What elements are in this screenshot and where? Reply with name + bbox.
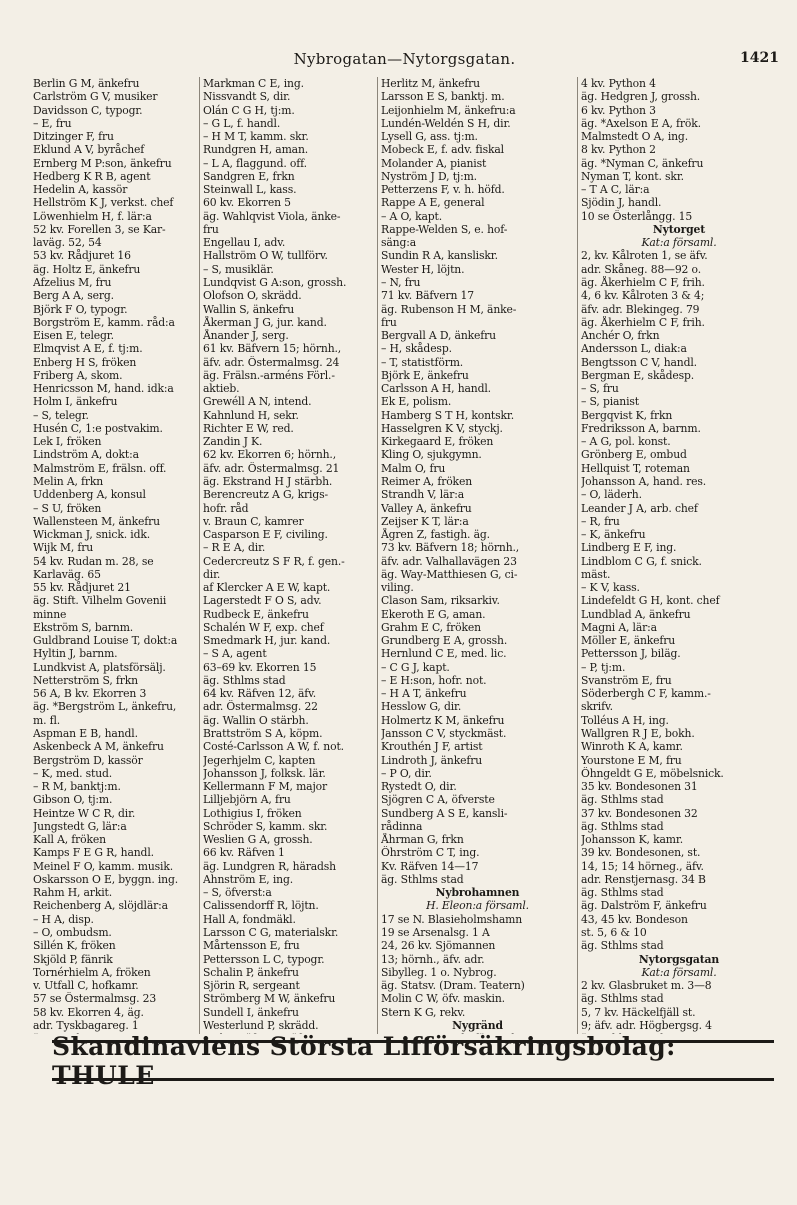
directory-entry: Aspman E B, handl.: [33, 727, 138, 741]
directory-entry: Yourstone E M, fru: [581, 753, 682, 767]
directory-entry: Ånander J, serg.: [203, 329, 289, 343]
directory-entry: Weslien G A, grossh.: [203, 833, 313, 847]
directory-entry: Andersson L, diak:a: [581, 342, 687, 356]
directory-entry: Ernberg M P:son, änkefru: [33, 156, 172, 170]
directory-entry: 71 kv. Bäfvern 17: [381, 289, 474, 303]
directory-entry: – A O, kapt.: [381, 209, 443, 223]
directory-entry: – H A T, änkefru: [381, 687, 467, 701]
directory-entry: Friberg A, skom.: [33, 368, 123, 382]
directory-entry: 14, 15; 14 hörneg., äfv.: [581, 859, 704, 873]
directory-entry: Sundberg A S E, kansli-: [381, 806, 508, 820]
directory-entry: – G L, f. handl.: [203, 116, 281, 130]
directory-entry: Berlin G M, änkefru: [33, 77, 140, 90]
directory-entry: m. fl.: [33, 713, 61, 727]
directory-entry: – S, pianist: [581, 395, 639, 409]
directory-entry: – E H:son, hofr. not.: [381, 673, 487, 687]
directory-entry: 58 kv. Ekorren 4, äg.: [33, 1005, 144, 1019]
directory-entry: 62 kv. Ekorren 6; hörnh.,: [203, 448, 336, 462]
directory-entry: Malmstedt O A, ing.: [581, 130, 688, 144]
directory-entry: äfv. adr. Östermalmsg. 24: [203, 355, 340, 369]
directory-entry: Sibylleg. 1 o. Nybrog.: [381, 965, 497, 979]
directory-entry: Kahnlund H, sekr.: [203, 408, 299, 422]
directory-entry: Björk F O, typogr.: [33, 302, 128, 316]
directory-entry: Tolléus A H, ing.: [581, 713, 669, 727]
directory-entry: Grönberg E, ombud: [581, 448, 687, 462]
directory-entry: Casparson E F, civiling.: [203, 528, 328, 542]
directory-entry: Hesslow G, dir.: [381, 700, 462, 714]
directory-entry: 63–69 kv. Ekorren 15: [203, 660, 317, 674]
directory-entry: Wijk M, fru: [33, 541, 94, 555]
directory-entry: Öhrström C T, ing.: [381, 846, 480, 860]
directory-entry: Fredriksson A, barnm.: [581, 421, 701, 435]
directory-entry: 8 kv. Python 2: [581, 143, 656, 157]
directory-entry: äg. *Nyman C, änkefru: [581, 156, 704, 170]
directory-entry: Smedmark H, jur. kand.: [203, 634, 331, 648]
directory-entry: äg. Sthlms stad: [581, 819, 664, 833]
directory-entry: Guldbrand Louise T, dokt:a: [33, 634, 178, 648]
directory-entry: äg. Sthlms stad: [581, 886, 664, 900]
directory-entry: Wickman J, snick. idk.: [33, 528, 151, 542]
directory-column-1: [30, 77, 200, 1034]
directory-entry: Davidsson C, typogr.: [33, 103, 143, 117]
directory-entry: äg. Frälsn.-arméns Förl.-: [203, 368, 335, 382]
directory-entry: – K, med. stud.: [33, 766, 113, 780]
directory-entry: Melin A, frkn: [33, 474, 104, 488]
directory-entry: 52 kv. Forellen 3, se Kar-: [33, 222, 166, 236]
directory-entry: Bergman E, skådesp.: [581, 368, 695, 382]
advertisement-banner: [52, 1031, 774, 1090]
directory-entry: Rystedt O, dir.: [381, 780, 457, 794]
directory-entry: Hamberg S T H, kontskr.: [381, 408, 515, 422]
directory-entry: Lindblom C G, f. snick.: [581, 554, 702, 568]
directory-entry: 24, 26 kv. Sjömannen: [381, 939, 496, 953]
directory-entry: – T, statistförm.: [381, 355, 464, 369]
directory-entry: Calissendorff R, löjtn.: [203, 899, 319, 913]
directory-entry: Enberg H S, fröken: [33, 355, 137, 369]
directory-entry: fru: [203, 222, 219, 236]
directory-entry: Möller E, änkefru: [581, 634, 676, 648]
directory-entry: Rudbeck E, änkefru: [203, 607, 309, 621]
directory-entry: äfv. adr. Östermalmsg. 21: [203, 461, 340, 475]
directory-entry: 60 kv. Ekorren 5: [203, 196, 291, 210]
directory-entry: äg. Way-Matthiesen G, ci-: [381, 567, 518, 581]
directory-entry: – O, ombudsm.: [33, 926, 112, 939]
running-head: [30, 50, 779, 72]
directory-entry: 4 kv. Python 4: [581, 77, 656, 90]
directory-entry: äg. Ekstrand H J stärbh.: [203, 474, 333, 488]
directory-entry: aktieb.: [203, 382, 240, 396]
directory-entry: 35 kv. Bondesonen 31: [581, 780, 698, 794]
directory-entry: Sundin R A, kansliskr.: [381, 249, 498, 263]
directory-entry: Kellermann F M, major: [203, 780, 328, 794]
directory-entry: adr. Skåneg. 88—92 o.: [581, 262, 701, 276]
directory-entry: – H, skådesp.: [381, 342, 452, 356]
directory-entry: – L A, flaggund. off.: [203, 156, 307, 170]
directory-entry: äg. Stift. Vilhelm Govenii: [33, 594, 167, 608]
directory-entry: Lindroth J, änkefru: [381, 753, 483, 767]
directory-entry: Sundell I, änkefru: [203, 1005, 299, 1019]
directory-entry: Ahnström E, ing.: [203, 872, 294, 886]
directory-entry: adr. Renstjernasg. 34 B: [581, 872, 706, 886]
page-number: 1421: [740, 50, 779, 66]
directory-entry: Carlsson A H, handl.: [381, 382, 491, 396]
directory-entry: Rundgren H, aman.: [203, 143, 309, 157]
directory-entry: Lagerstedt F O S, adv.: [203, 594, 322, 608]
directory-entry: Valley A, änkefru: [381, 501, 472, 515]
directory-entry: äg. Holtz E, änkefru: [33, 262, 141, 276]
directory-entry: Olofson O, skrädd.: [203, 289, 302, 303]
page-title: Nybrogatan—Nytorgsgatan.: [293, 50, 516, 68]
directory-entry: – S U, fröken: [33, 501, 102, 515]
directory-entry: Askenbeck A M, änkefru: [33, 740, 164, 754]
directory-entry: 57 se Östermalmsg. 23: [33, 992, 157, 1006]
directory-entry: Björk E, änkefru: [381, 368, 469, 382]
directory-entry: Wallgren R J E, bokh.: [581, 727, 695, 741]
directory-entry: Mårtensson E, fru: [203, 939, 300, 953]
directory-entry: 55 kv. Rådjuret 21: [33, 581, 131, 595]
directory-entry: Bengtsson C V, handl.: [581, 355, 697, 369]
directory-entry: Uddenberg A, konsul: [33, 488, 146, 502]
directory-entry: Schalén W F, exp. chef: [203, 620, 324, 634]
directory-entry: 66 kv. Räfven 1: [203, 846, 285, 860]
directory-entry: rådinna: [381, 819, 423, 833]
directory-entry: Reimer A, fröken: [381, 474, 472, 488]
directory-entry: – O, läderh.: [581, 488, 642, 502]
directory-entry: äg. Statsv. (Dram. Teatern): [381, 979, 525, 993]
directory-entry: Hall A, fondmäkl.: [203, 912, 296, 926]
directory-entry: 39 kv. Bondesonen, st.: [581, 846, 701, 860]
directory-entry: Larsson E S, banktj. m.: [381, 90, 505, 104]
directory-entry: Nyström J D, tj:m.: [381, 169, 477, 183]
directory-entry: viling.: [381, 581, 414, 595]
directory-entry: Holmertz K M, änkefru: [381, 713, 505, 727]
directory-entry: Jungstedt G, lär:a: [33, 819, 127, 833]
directory-entry: Pettersson J, biläg.: [581, 647, 681, 661]
directory-entry: Wallensteen M, änkefru: [33, 514, 160, 528]
directory-entry: Åkerman J G, jur. kand.: [203, 315, 327, 329]
directory-entry: Nytorgsgatan: [638, 952, 720, 966]
directory-entry: Clason Sam, riksarkiv.: [381, 594, 500, 608]
directory-entry: – H A, disp.: [33, 912, 94, 926]
directory-entry: Berg A A, serg.: [33, 289, 114, 303]
directory-entry: Steinwall L, kass.: [203, 183, 297, 197]
directory-entry: Rappe A E, general: [381, 196, 485, 210]
directory-entry: Johansson J, folksk. lär.: [203, 766, 326, 780]
directory-entry: – R E A, dir.: [203, 541, 266, 555]
directory-entry: dir.: [203, 567, 221, 581]
directory-entry: 19 se Arsenalsg. 1 A: [381, 926, 490, 939]
directory-entry: v. Braun C, kamrer: [203, 514, 304, 528]
directory-entry: äg. Wahlqvist Viola, änke-: [203, 209, 341, 223]
directory-entry: 54 kv. Rudan m. 28, se: [33, 554, 154, 568]
directory-entry: Westerlund P, skrädd.: [203, 1018, 319, 1032]
directory-entry: Schröder S, kamm. skr.: [203, 819, 328, 833]
directory-entry: 17 se N. Blasieholmshamn: [381, 912, 523, 926]
directory-entry: säng:a: [381, 236, 417, 250]
directory-entry: 10 se Österlångg. 15: [581, 209, 693, 223]
directory-entry: Kall A, fröken: [33, 833, 106, 847]
directory-entry: Reichenberg A, slöjdlär:a: [33, 899, 168, 913]
directory-entry: Kling O, sjukgymn.: [381, 448, 482, 462]
directory-entry: Hasselgren K V, styckj.: [381, 421, 503, 435]
directory-entry: Jansson C V, styckmäst.: [381, 727, 507, 741]
directory-columns: [30, 77, 782, 1034]
directory-entry: 64 kv. Räfven 12, äfv.: [203, 687, 317, 701]
directory-entry: Sillén K, fröken: [33, 939, 116, 953]
directory-entry: Hallström O W, tullförv.: [203, 249, 328, 263]
directory-entry: 73 kv. Bäfvern 18; hörnh.,: [381, 541, 520, 555]
directory-entry: Winroth K A, kamr.: [581, 740, 683, 754]
directory-column-3: [378, 77, 578, 1034]
directory-entry: Lilljebjörn A, fru: [203, 793, 291, 807]
directory-entry: 43, 45 kv. Bondeson: [581, 912, 688, 926]
directory-entry: Lindberg E F, ing.: [581, 541, 677, 555]
directory-entry: Grahm E C, fröken: [381, 620, 481, 634]
directory-entry: Kat:a församl.: [641, 965, 717, 979]
directory-entry: äg. *Bergström L, änkefru,: [33, 700, 177, 714]
directory-entry: Eklund A V, byråchef: [33, 143, 145, 157]
directory-entry: Sjödin J, handl.: [581, 196, 662, 210]
directory-entry: Magni A, lär:a: [581, 620, 657, 634]
directory-entry: 56 A, B kv. Ekorren 3: [33, 687, 147, 701]
directory-entry: äg. Sthlms stad: [203, 673, 286, 687]
directory-entry: Kv. Räfven 14—17: [381, 859, 479, 873]
directory-entry: adr. Tyskbagareg. 1: [33, 1018, 139, 1032]
directory-entry: Holm I, änkefru: [33, 395, 118, 409]
directory-entry: Hernlund C E, med. lic.: [381, 647, 507, 661]
directory-entry: Eisen E, telegr.: [33, 329, 114, 343]
directory-entry: Costé-Carlsson A W, f. not.: [203, 740, 344, 754]
directory-entry: – R, fru: [581, 514, 620, 528]
directory-entry: Lundén-Weldén S H, dir.: [381, 116, 511, 130]
directory-entry: Oskarsson O E, byggn. ing.: [33, 872, 179, 886]
directory-entry: – K V, kass.: [581, 581, 640, 595]
directory-entry: Nissvandt S, dir.: [203, 90, 291, 104]
directory-entry: skrifv.: [581, 700, 613, 714]
directory-entry: Lysell G, ass. tj:m.: [381, 130, 478, 144]
directory-entry: Schalin P, änkefru: [203, 965, 299, 979]
directory-entry: Brattström S A, köpm.: [203, 727, 323, 741]
directory-entry: – S, öfverst:a: [203, 886, 272, 900]
directory-entry: Wallin S, änkefru: [203, 302, 295, 316]
directory-entry: Carlström G V, musiker: [33, 90, 158, 104]
directory-entry: minne: [33, 607, 67, 621]
directory-entry: Skjöld P, fänrik: [33, 952, 113, 966]
directory-entry: fru: [381, 315, 397, 329]
directory-entry: Heintze W C R, dir.: [33, 806, 136, 820]
directory-entry: Pettersson L C, typogr.: [203, 952, 325, 966]
directory-entry: Kamps F E G R, handl.: [33, 846, 154, 860]
directory-entry: Sjörin R, sergeant: [203, 979, 300, 993]
directory-entry: – A G, pol. konst.: [581, 435, 671, 449]
directory-entry: äg. Åkerhielm C F, frih.: [581, 315, 705, 329]
directory-entry: – R M, banktj:m.: [33, 780, 121, 794]
directory-entry: Tornérhielm A, fröken: [33, 965, 151, 979]
directory-entry: äg. Rubenson H M, änke-: [381, 302, 517, 316]
directory-entry: v. Utfall C, hofkamr.: [33, 979, 139, 993]
directory-entry: hofr. råd: [203, 501, 249, 515]
directory-entry: äg. Wallin O stärbh.: [203, 713, 309, 727]
directory-entry: Lundblad A, änkefru: [581, 607, 691, 621]
directory-entry: Hyltin J, barnm.: [33, 647, 118, 661]
directory-entry: äg. Sthlms stad: [381, 872, 464, 886]
directory-entry: Wester H, löjtn.: [381, 262, 465, 276]
directory-entry: 2, kv. Kålroten 1, se äfv.: [581, 249, 708, 263]
directory-entry: Engellau I, adv.: [203, 236, 286, 250]
directory-entry: Hellström K J, verkst. chef: [33, 196, 174, 210]
directory-entry: Hedelin A, kassör: [33, 183, 128, 197]
directory-entry: – E, fru: [33, 116, 72, 130]
directory-entry: – S A, agent: [203, 647, 267, 661]
directory-entry: Markman C E, ing.: [203, 77, 304, 90]
directory-entry: 13; hörnh., äfv. adr.: [381, 952, 485, 966]
directory-entry: äfv. adr. Valhallavägen 23: [381, 554, 517, 568]
directory-entry: 9; äfv. adr. Högbergsg. 4: [581, 1018, 712, 1032]
directory-entry: Krouthén J F, artist: [381, 740, 483, 754]
directory-entry: Herlitz M, änkefru: [381, 77, 480, 90]
directory-entry: Molander A, pianist: [381, 156, 487, 170]
directory-entry: Ekeroth E G, aman.: [381, 607, 486, 621]
directory-entry: Sandgren E, frkn: [203, 169, 295, 183]
directory-entry: – P O, dir.: [381, 766, 432, 780]
directory-entry: Malm O, fru: [381, 461, 446, 475]
directory-entry: Gibson O, tj:m.: [33, 793, 113, 807]
directory-entry: Husén C, 1:e postvakim.: [33, 421, 163, 435]
directory-entry: äg. Sthlms stad: [581, 793, 664, 807]
directory-entry: Nytorget: [652, 222, 706, 236]
directory-entry: – T A C, lär:a: [581, 183, 650, 197]
directory-entry: Meinel F O, kamm. musik.: [33, 859, 174, 873]
directory-entry: Petterzens F, v. h. höfd.: [381, 183, 505, 197]
directory-entry: äg. Lundgren R, häradsh: [203, 859, 336, 873]
directory-entry: äg. Dalström F, änkefru: [581, 899, 707, 913]
directory-entry: 5, 7 kv. Häckelfjäll st.: [581, 1005, 696, 1019]
directory-entry: Sjögren C A, öfverste: [381, 793, 495, 807]
directory-entry: adr. Östermalmsg. 22: [203, 700, 318, 714]
directory-entry: laväg. 52, 54: [33, 236, 102, 250]
directory-entry: Löwenhielm H, f. lär:a: [33, 209, 152, 223]
directory-entry: Bergqvist K, frkn: [581, 408, 673, 422]
directory-entry: Afzelius M, fru: [33, 275, 112, 289]
directory-entry: Mobeck E, f. adv. fiskal: [381, 143, 504, 157]
directory-entry: Hedberg K R B, agent: [33, 169, 151, 183]
directory-entry: Lundqvist G A:son, grossh.: [203, 275, 347, 289]
directory-entry: Öhngeldt G E, möbelsnick.: [581, 766, 724, 780]
advertisement-text: Skandinaviens Största Lifförsäkringsbolag: THULE: [52, 1031, 676, 1090]
directory-entry: Svanström E, fru: [581, 673, 672, 687]
directory-entry: Richter E W, red.: [203, 421, 294, 435]
directory-entry: – S, musiklär.: [203, 262, 274, 276]
directory-entry: äg. Åkerhielm C F, frih.: [581, 275, 705, 289]
directory-entry: Nyman T, kont. skr.: [581, 169, 684, 183]
directory-entry: Anchér O, frkn: [581, 329, 660, 343]
directory-entry: – K, änkefru: [581, 528, 646, 542]
directory-entry: – S, fru: [581, 382, 619, 396]
directory-entry: Kirkegaard E, fröken: [381, 435, 494, 449]
directory-column-2: [200, 77, 378, 1034]
directory-entry: Strömberg M W, änkefru: [203, 992, 336, 1006]
directory-entry: Johansson A, hand. res.: [581, 474, 706, 488]
directory-entry: Nybrohamnen: [435, 886, 520, 900]
directory-entry: Zandin J K.: [203, 435, 263, 449]
directory-entry: Kat:a församl.: [641, 236, 717, 250]
directory-entry: Nygränd: [452, 1018, 503, 1032]
directory-column-4: [578, 77, 780, 1034]
directory-entry: af Klercker A E W, kapt.: [203, 581, 331, 595]
directory-entry: äfv. adr. Blekingeg. 79: [581, 302, 700, 316]
directory-entry: – C G J, kapt.: [381, 660, 450, 674]
directory-entry: Ekström S, barnm.: [33, 620, 134, 634]
directory-entry: 53 kv. Rådjuret 16: [33, 249, 131, 263]
directory-entry: Bergvall A D, änkefru: [381, 329, 496, 343]
directory-entry: äg. Hedgren J, grossh.: [581, 90, 701, 104]
directory-entry: 61 kv. Bäfvern 15; hörnh.,: [203, 342, 342, 356]
directory-entry: Lek I, fröken: [33, 435, 102, 449]
directory-entry: 37 kv. Bondesonen 32: [581, 806, 698, 820]
directory-entry: Ågren Z, fastigh. äg.: [381, 528, 490, 542]
directory-entry: 4, 6 kv. Kålroten 3 & 4;: [581, 289, 705, 303]
directory-entry: Söderbergh C F, kamm.-: [581, 687, 711, 701]
directory-entry: Strandh V, lär:a: [381, 488, 465, 502]
directory-entry: äg. Sthlms stad: [581, 939, 664, 953]
directory-entry: Cedercreutz S F R, f. gen.-: [203, 554, 345, 568]
directory-entry: Molin C W, öfv. maskin.: [381, 992, 505, 1006]
directory-entry: Rahm H, arkit.: [33, 886, 112, 900]
directory-entry: Lindefeldt G H, kont. chef: [581, 594, 720, 608]
directory-entry: Jegerhjelm C, kapten: [203, 753, 316, 767]
directory-entry: Netterström S, frkn: [33, 673, 138, 687]
directory-entry: Lundkvist A, platsförsälj.: [33, 660, 166, 674]
directory-entry: Elmqvist A E, f. tj:m.: [33, 342, 143, 356]
directory-entry: Åhrman G, frkn: [381, 833, 464, 847]
directory-entry: 6 kv. Python 3: [581, 103, 656, 117]
directory-entry: Stern K G, rekv.: [381, 1005, 466, 1019]
directory-entry: Bergström D, kassör: [33, 753, 143, 767]
directory-entry: – N, fru: [381, 275, 421, 289]
directory-entry: H. Eleon:a församl.: [426, 899, 529, 913]
directory-entry: Ditzinger F, fru: [33, 130, 114, 144]
directory-entry: Leander J A, arb. chef: [581, 501, 698, 515]
directory-entry: – P, tj:m.: [581, 660, 626, 674]
directory-entry: 2 kv. Glasbruket m. 3—8: [581, 979, 712, 993]
directory-entry: Leijonhielm M, änkefru:a: [381, 103, 516, 117]
directory-entry: – S, telegr.: [33, 408, 89, 422]
directory-entry: Grewéll A N, intend.: [203, 395, 312, 409]
directory-entry: Rappe-Welden S, e. hof-: [381, 222, 508, 236]
directory-entry: Lindström A, dokt:a: [33, 448, 139, 462]
directory-entry: Malmström E, frälsn. off.: [33, 461, 167, 475]
directory-entry: Johansson K, kamr.: [581, 833, 683, 847]
directory-entry: Olán C G H, tj:m.: [203, 103, 295, 117]
directory-entry: Borgström E, kamm. råd:a: [33, 315, 175, 329]
directory-entry: Zeijser K T, lär:a: [381, 514, 469, 528]
directory-entry: st. 5, 6 & 10: [581, 926, 647, 939]
directory-entry: mäst.: [581, 567, 611, 581]
directory-entry: Larsson C G, materialskr.: [203, 926, 339, 939]
directory-entry: Lothigius I, fröken: [203, 806, 302, 820]
directory-entry: – H M T, kamm. skr.: [203, 130, 309, 144]
directory-entry: Henricsson M, hand. idk:a: [33, 382, 174, 396]
directory-entry: Grundberg E A, grossh.: [381, 634, 508, 648]
directory-entry: Karlaväg. 65: [33, 567, 101, 581]
directory-entry: äg. Sthlms stad: [581, 992, 664, 1006]
directory-entry: Hellquist T, roteman: [581, 461, 690, 475]
directory-entry: Berencreutz A G, krigs-: [203, 488, 328, 502]
directory-entry: Ek E, polism.: [381, 395, 452, 409]
directory-entry: äg. *Axelson E A, frök.: [581, 116, 701, 130]
